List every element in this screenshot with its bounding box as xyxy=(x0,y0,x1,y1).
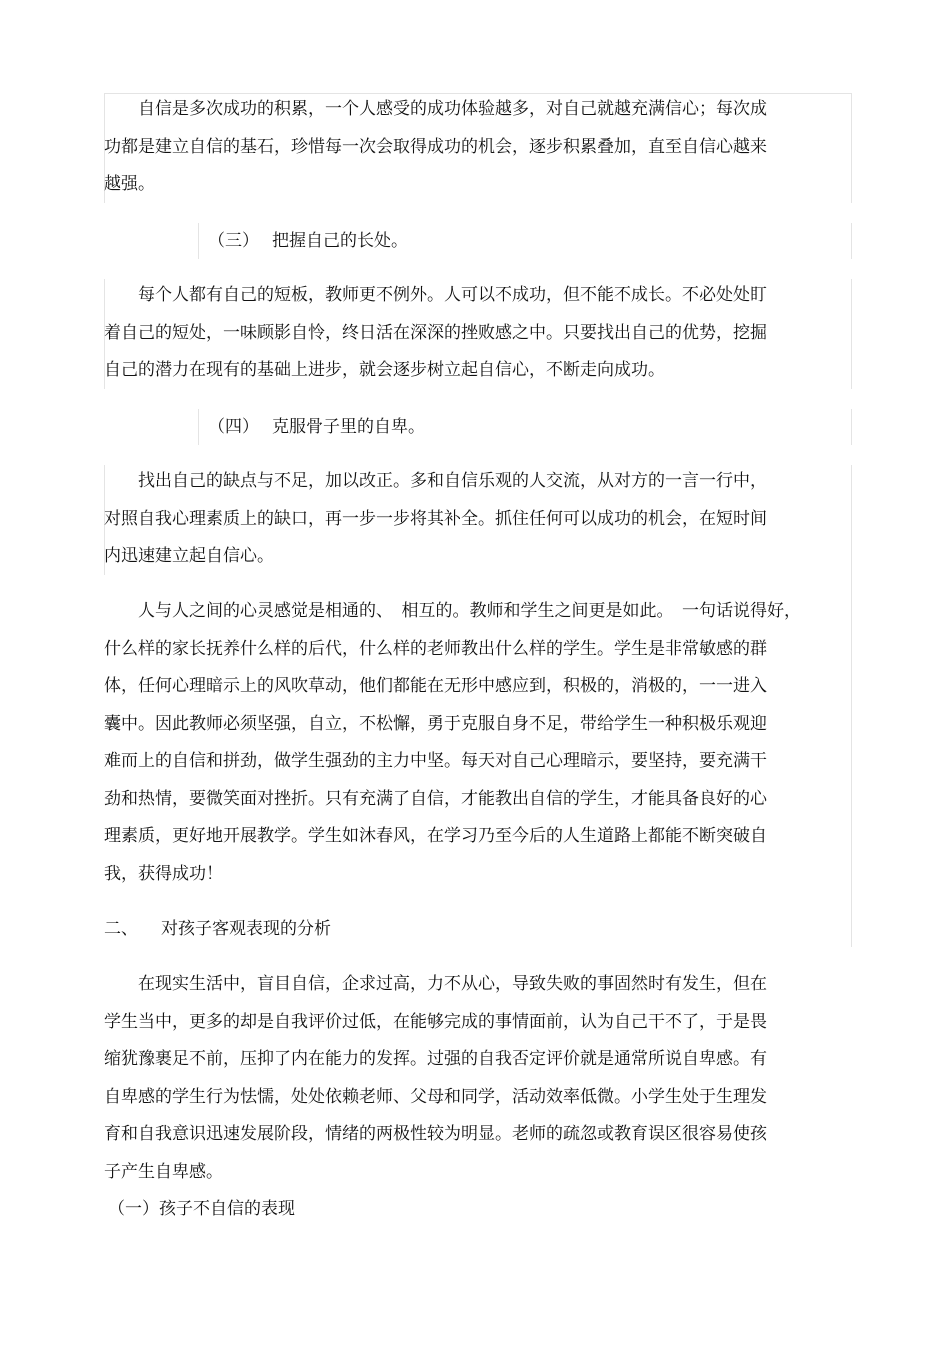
paragraph-3 xyxy=(104,463,851,576)
line: 子产生自卑感。 xyxy=(104,1161,223,1182)
border-right-1 xyxy=(851,93,852,203)
border-left-h4 xyxy=(198,409,199,445)
line: 体，任何心理暗示上的风吹草动，他们都能在无形中感应到，积极的，消极的，一一进入 xyxy=(104,676,767,696)
heading-section-2-text: 对孩子客观表现的分析 xyxy=(161,919,331,939)
heading-3 xyxy=(208,226,408,256)
paragraph-1-text xyxy=(104,91,851,129)
line: 劲和热情，要微笑面对挫折。只有充满了自信，才能教出自信的学生，才能具备良好的心 xyxy=(104,788,767,809)
border-right-3 xyxy=(851,465,852,947)
line: 难而上的自信和拼劲，做学生强劲的主力中坚。每天对自己心理暗示，要坚持，要充满干 xyxy=(104,751,767,771)
line: 自己的潜力在现有的基础上进步，就会逐步树立起自信心，不断走向成功。 xyxy=(104,360,665,380)
paragraph-3-text xyxy=(104,463,851,501)
line: 着自己的短处，一味顾影自怜，终日活在深深的挫败感之中。只要找出自己的优势，挖掘 xyxy=(104,322,767,343)
heading-4-number: （四） xyxy=(208,417,259,437)
line: 育和自我意识迅速发展阶段，情绪的两极性较为明显。老师的疏忽或教育误区很容易使孩 xyxy=(104,1124,767,1144)
heading-3-text: 把握自己的长处。 xyxy=(272,231,408,251)
paragraph-2 xyxy=(104,277,851,390)
paragraph-4 xyxy=(104,593,851,893)
line: 缩犹豫裹足不前，压抑了内在能力的发挥。过强的自我否定评价就是通常所说自卑感。有 xyxy=(104,1049,767,1069)
paragraph-4-text xyxy=(104,593,851,631)
border-right-h4 xyxy=(851,409,852,445)
line: 找出自己的缺点与不足，加以改正。多和自信乐观的人交流，从对方的一言一行中， xyxy=(138,471,767,491)
paragraph-5 xyxy=(104,966,851,1191)
line: 内迅速建立起自信心。 xyxy=(104,546,274,566)
line: 每个人都有自己的短板，教师更不例外。人可以不成功，但不能不成长。不必处处盯 xyxy=(138,285,767,305)
line: 囊中。因此教师必须坚强，自立，不松懈，勇于克服自身不足，带给学生一种积极乐观迎 xyxy=(104,713,767,734)
border-right-h3 xyxy=(851,223,852,259)
paragraph-1 xyxy=(104,91,851,204)
line: 功都是建立自信的基石，珍惜每一次会取得成功的机会，逐步积累叠加，直至自信心越来 xyxy=(104,136,767,157)
line: 理素质，更好地开展教学。学生如沐春风，在学习乃至今后的人生道路上都能不断突破自 xyxy=(104,826,767,846)
line: 我，获得成功！ xyxy=(104,863,223,884)
heading-3-number: （三） xyxy=(208,231,259,251)
line: 自信是多次成功的积累，一个人感受的成功体验越多，对自己就越充满信心；每次成 xyxy=(138,99,767,119)
heading-sub-1 xyxy=(108,1194,295,1224)
heading-section-2 xyxy=(104,914,331,944)
heading-4-text: 克服骨子里的自卑。 xyxy=(272,417,425,437)
line: 在现实生活中，盲目自信，企求过高，力不从心，导致失败的事固然时有发生，但在 xyxy=(138,974,767,994)
paragraph-2-text xyxy=(104,277,851,315)
line: 学生当中，更多的却是自我评价过低，在能够完成的事情面前，认为自己干不了，于是畏 xyxy=(104,1011,767,1032)
line: 自卑感的学生行为怯懦，处处依赖老师、父母和同学，活动效率低微。小学生处于生理发 xyxy=(104,1086,767,1107)
line: 越强。 xyxy=(104,174,155,194)
paragraph-5-text xyxy=(104,966,851,1004)
border-right-2 xyxy=(851,279,852,389)
heading-4 xyxy=(208,412,425,442)
line: 人与人之间的心灵感觉是相通的、 相互的。教师和学生之间更是如此。 一句话说得好， xyxy=(138,601,801,621)
heading-section-2-number: 二、 xyxy=(104,919,138,939)
heading-sub-1-text: （一）孩子不自信的表现 xyxy=(108,1199,295,1219)
border-left-h3 xyxy=(198,223,199,259)
line: 对照自我心理素质上的缺口，再一步一步将其补全。抓住任何可以成功的机会，在短时间 xyxy=(104,508,767,529)
line: 什么样的家长抚养什么样的后代，什么样的老师教出什么样的学生。学生是非常敏感的群 xyxy=(104,638,767,659)
